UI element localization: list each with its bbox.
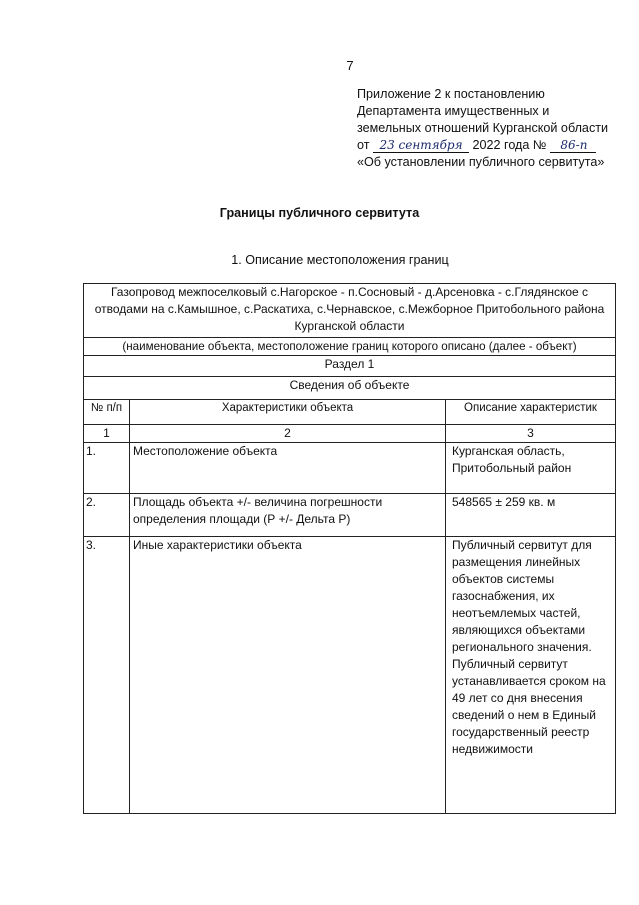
column-header-description: Описание характеристик	[446, 400, 616, 425]
column-index-row	[84, 425, 616, 443]
header-line-3: земельных отношений Курганской области	[357, 121, 609, 135]
document-title: Границы публичного сервитута	[219, 206, 420, 220]
section-row	[84, 356, 616, 377]
header-line-2: Департамента имущественных и	[357, 104, 550, 118]
table-row	[84, 443, 616, 494]
column-header-row	[84, 400, 616, 425]
section-label: Раздел 1	[84, 356, 616, 377]
row-number: 2.	[84, 494, 130, 537]
header-line-4	[357, 137, 627, 154]
table-row	[84, 537, 616, 814]
object-caption-row	[84, 338, 616, 356]
header-year-number-label: 2022 года №	[472, 138, 547, 152]
appendix-header	[357, 86, 627, 171]
column-index-3: 3	[446, 425, 616, 443]
section-subtitle: 1. Описание местоположения границ	[231, 253, 449, 267]
info-title: Сведения об объекте	[84, 377, 616, 400]
row-description: Публичный сервитут для размещения линейных объектов системы газоснабжения, их неотъемлемых частей, являющихся объектами регионального значения. Публичный сервитут устанавливается сроком на 49 лет со дня внесения сведений о нем в Единый государственный реестр недвижимости	[446, 537, 616, 814]
header-date-prefix: от	[357, 138, 370, 152]
handwritten-date: 23 сентября	[373, 139, 469, 153]
page-number: 7	[346, 58, 354, 73]
object-name: Газопровод межпоселковый с.Нагорское - п.Сосновый - д.Арсеновка - с.Глядянское с отводами на с.Камышное, с.Раскатиха, с.Чернавское, с.Межборное Притобольного района Курганской области	[84, 284, 616, 338]
row-number: 1.	[84, 443, 130, 494]
easement-table	[83, 283, 616, 814]
row-number: 3.	[84, 537, 130, 814]
row-characteristic: Иные характеристики объекта	[130, 537, 446, 814]
row-characteristic: Площадь объекта +/- величина погрешности определения площади (Р +/- Дельта Р)	[130, 494, 446, 537]
header-line-1: Приложение 2 к постановлению	[357, 87, 545, 101]
column-header-number: № п/п	[84, 400, 130, 425]
row-description: Курганская область, Притобольный район	[446, 443, 616, 494]
info-title-row	[84, 377, 616, 400]
column-header-characteristic: Характеристики объекта	[130, 400, 446, 425]
row-characteristic: Местоположение объекта	[130, 443, 446, 494]
handwritten-number: 86-п	[550, 139, 596, 153]
object-caption: (наименование объекта, местоположение границ которого описано (далее - объект)	[84, 338, 616, 356]
column-index-1: 1	[84, 425, 130, 443]
column-index-2: 2	[130, 425, 446, 443]
object-name-row	[84, 284, 616, 338]
row-description: 548565 ± 259 кв. м	[446, 494, 616, 537]
header-line-5: «Об установлении публичного сервитута»	[357, 155, 605, 169]
table-row	[84, 494, 616, 537]
